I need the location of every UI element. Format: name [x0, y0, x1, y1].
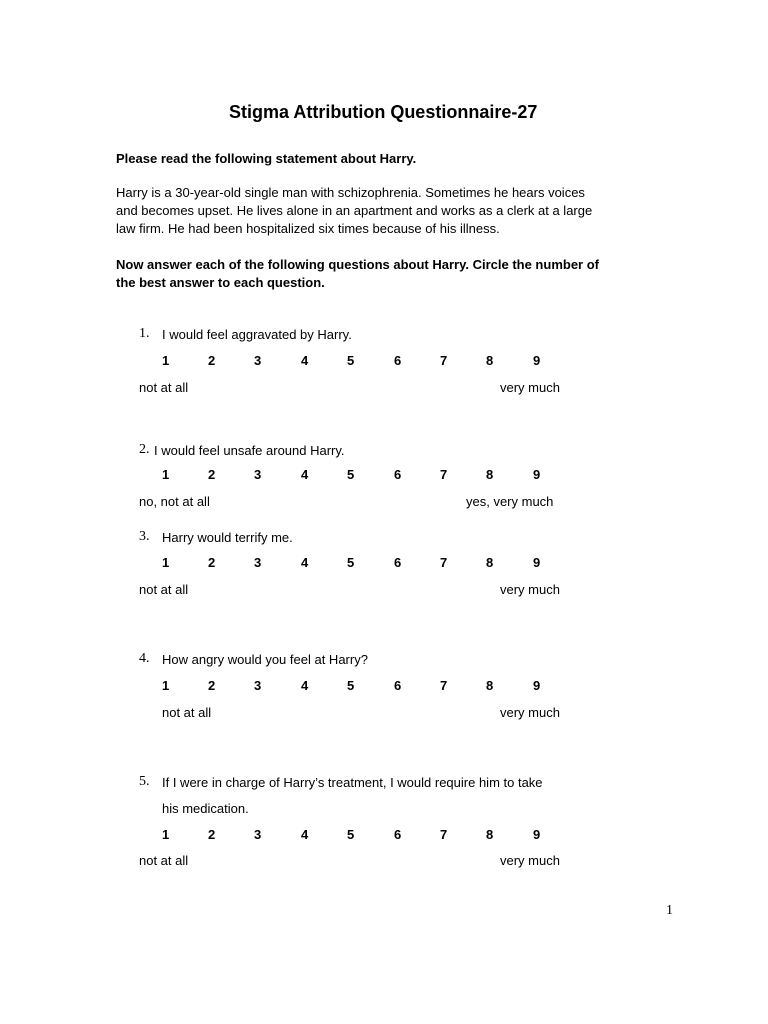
scale-option[interactable]: 4 — [301, 827, 309, 842]
scale-option[interactable]: 8 — [486, 827, 494, 842]
scale-option[interactable]: 6 — [394, 353, 402, 368]
scale-option[interactable]: 9 — [533, 827, 541, 842]
scale-option[interactable]: 4 — [301, 678, 309, 693]
scale-option[interactable]: 8 — [486, 467, 494, 482]
scale-option[interactable]: 2 — [208, 678, 216, 693]
rating-scale — [0, 555, 768, 573]
scale-option[interactable]: 3 — [254, 678, 262, 693]
scale-low-anchor: not at all — [139, 380, 189, 395]
instruction-answer-questions — [116, 256, 599, 292]
scale-option[interactable]: 4 — [301, 353, 309, 368]
question-number: 5. — [139, 774, 150, 789]
scale-high-anchor: very much — [500, 853, 560, 868]
vignette-paragraph — [116, 184, 592, 238]
question-text: If I were in charge of Harry’s treatment, I would require him to take — [162, 775, 543, 790]
scale-option[interactable]: 4 — [301, 555, 309, 570]
scale-option[interactable]: 7 — [440, 555, 448, 570]
scale-option[interactable]: 8 — [486, 678, 494, 693]
scale-option[interactable]: 2 — [208, 467, 216, 482]
scale-option[interactable]: 7 — [440, 827, 448, 842]
instruction-read-statement: Please read the following statement about Harry. — [116, 151, 417, 166]
scale-option[interactable]: 5 — [347, 353, 355, 368]
question-number: 3. — [139, 529, 150, 544]
scale-option[interactable]: 2 — [208, 353, 216, 368]
question-text-continued: his medication. — [162, 801, 249, 816]
scale-option[interactable]: 7 — [440, 467, 448, 482]
question-text: I would feel unsafe around Harry. — [154, 443, 345, 458]
scale-option[interactable]: 5 — [347, 555, 355, 570]
question-text: I would feel aggravated by Harry. — [162, 327, 352, 342]
scale-high-anchor: yes, very much — [466, 494, 554, 509]
vignette-line: and becomes upset. He lives alone in an apartment and works as a clerk at a large — [116, 203, 593, 218]
instruction-line: Now answer each of the following questions about Harry. Circle the number of — [116, 257, 599, 272]
rating-scale — [0, 678, 768, 696]
scale-high-anchor: very much — [500, 582, 560, 597]
scale-low-anchor: not at all — [139, 853, 189, 868]
scale-high-anchor: very much — [500, 380, 560, 395]
scale-option[interactable]: 3 — [254, 467, 262, 482]
scale-option[interactable]: 8 — [486, 555, 494, 570]
page-title: Stigma Attribution Questionnaire-27 — [229, 102, 538, 122]
question-text: Harry would terrify me. — [162, 530, 293, 545]
scale-option[interactable]: 1 — [162, 467, 170, 482]
question-text: How angry would you feel at Harry? — [162, 652, 368, 667]
rating-scale — [0, 827, 768, 845]
scale-low-anchor: not at all — [162, 705, 212, 720]
scale-option[interactable]: 3 — [254, 353, 262, 368]
scale-option[interactable]: 4 — [301, 467, 309, 482]
question-number: 1. — [139, 326, 150, 341]
vignette-line: Harry is a 30-year-old single man with schizophrenia. Sometimes he hears voices — [116, 185, 585, 200]
rating-scale — [0, 467, 768, 485]
scale-option[interactable]: 3 — [254, 827, 262, 842]
scale-option[interactable]: 6 — [394, 555, 402, 570]
vignette-line: law firm. He had been hospitalized six times because of his illness. — [116, 221, 500, 236]
question-number: 4. — [139, 651, 150, 666]
scale-option[interactable]: 7 — [440, 678, 448, 693]
scale-option[interactable]: 6 — [394, 678, 402, 693]
scale-high-anchor: very much — [500, 705, 560, 720]
scale-low-anchor: no, not at all — [139, 494, 210, 509]
scale-option[interactable]: 9 — [533, 678, 541, 693]
scale-low-anchor: not at all — [139, 582, 189, 597]
scale-option[interactable]: 6 — [394, 827, 402, 842]
scale-option[interactable]: 6 — [394, 467, 402, 482]
rating-scale — [0, 353, 768, 371]
scale-option[interactable]: 1 — [162, 827, 170, 842]
scale-option[interactable]: 8 — [486, 353, 494, 368]
scale-option[interactable]: 2 — [208, 827, 216, 842]
scale-option[interactable]: 5 — [347, 467, 355, 482]
scale-option[interactable]: 1 — [162, 678, 170, 693]
scale-option[interactable]: 9 — [533, 555, 541, 570]
question-number: 2. — [139, 442, 150, 457]
scale-option[interactable]: 1 — [162, 555, 170, 570]
scale-option[interactable]: 9 — [533, 353, 541, 368]
scale-option[interactable]: 3 — [254, 555, 262, 570]
page-number: 1 — [666, 903, 673, 918]
scale-option[interactable]: 1 — [162, 353, 170, 368]
scale-option[interactable]: 9 — [533, 467, 541, 482]
scale-option[interactable]: 5 — [347, 678, 355, 693]
scale-option[interactable]: 7 — [440, 353, 448, 368]
scale-option[interactable]: 5 — [347, 827, 355, 842]
instruction-line: the best answer to each question. — [116, 275, 325, 290]
scale-option[interactable]: 2 — [208, 555, 216, 570]
